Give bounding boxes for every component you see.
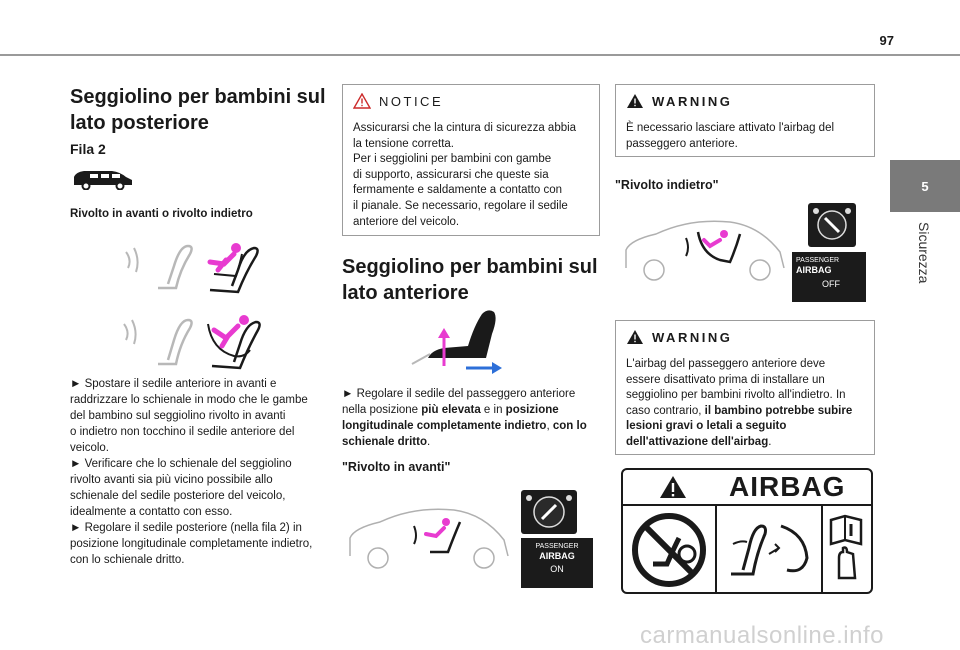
text-line: del bambino sul seggiolino rivolto in avanti — [70, 410, 286, 422]
title-line: Seggiolino per bambini sul — [342, 256, 598, 278]
seat-forward-diagram — [118, 240, 268, 298]
rear-heading: "Rivolto indietro" — [615, 178, 719, 192]
text-segment: e in — [480, 404, 506, 416]
warning-triangle-icon — [659, 475, 687, 499]
text-segment: , — [546, 420, 553, 432]
label-line: PASSENGER — [796, 257, 840, 264]
col2-title — [342, 254, 602, 306]
sticker-airbag-label: AIRBAG — [729, 471, 846, 502]
text-line: rivolto avanti sia più vicino possibile allo — [70, 474, 273, 486]
title-line: lato anteriore — [342, 282, 469, 304]
label-line: PASSENGER — [535, 543, 579, 550]
warning-triangle-icon — [626, 93, 644, 109]
seat-airbag-icon — [721, 514, 813, 586]
text-line: raddrizzare lo schienale in modo che le gambe — [70, 394, 308, 406]
subheading: Rivolto in avanti o rivolto indietro — [70, 208, 253, 220]
car-rear-diagram — [620, 212, 790, 288]
text-line: lesioni gravi o letali a seguito — [626, 420, 787, 433]
text-line: posizione longitudinale completamente indietro, — [70, 538, 313, 550]
label-state: ON — [550, 564, 564, 574]
warning-title: WARNING — [652, 329, 733, 345]
notice-title: NOTICE — [379, 93, 444, 109]
airbag-switch[interactable] — [521, 490, 577, 534]
text-line: passeggero anteriore. — [626, 137, 738, 150]
text-segment: posizione — [505, 404, 559, 416]
seat-rear-diagram — [118, 310, 268, 374]
text-line: Assicurarsi che la cintura di sicurezza abbia — [353, 122, 577, 134]
text-line: ► Verificare che lo schienale del seggiolino — [70, 458, 292, 470]
text-segment: con lo — [552, 420, 587, 432]
col1-title — [70, 84, 330, 136]
text-line: L'airbag del passeggero anteriore deve — [626, 358, 826, 370]
forward-heading: "Rivolto in avanti" — [342, 460, 451, 474]
text-line: anteriore del veicolo. — [353, 215, 460, 228]
text-line: Per i seggiolini per bambini con gambe — [353, 153, 552, 166]
text-segment: caso contrario, — [626, 404, 705, 417]
warning-box-2 — [615, 320, 875, 455]
text-line: veicolo. — [70, 442, 109, 454]
text-line: fermamente e saldamente a contatto con — [353, 184, 563, 197]
warning-triangle-icon — [626, 329, 644, 345]
passenger-airbag-on-label — [521, 538, 593, 588]
title-line: Seggiolino per bambini sul — [70, 86, 326, 108]
text-line: ► Spostare il sedile anteriore in avanti e — [70, 378, 277, 390]
text-segment: schienale dritto — [342, 436, 427, 448]
title-line: lato posteriore — [70, 112, 209, 134]
col1-instructions — [70, 376, 332, 568]
text-line: È necessario lasciare attivato l'airbag del — [626, 122, 835, 134]
text-segment: nella posizione — [342, 404, 422, 416]
text-line: schienale del sedile posteriore del veicolo, — [70, 490, 286, 502]
text-line: idealmente a contatto con esso. — [70, 506, 233, 518]
text-line: ► Regolare il sedile del passeggero anteriore — [342, 388, 576, 400]
text-line: il pianale. Se necessario, regolare il sedile — [353, 199, 568, 212]
airbag-warning-sticker — [621, 468, 873, 594]
section-tab-label — [890, 212, 960, 412]
text-line: o indietro non tocchino il sedile anteriore del — [70, 426, 295, 438]
page-number: 97 — [879, 33, 894, 48]
label-state: OFF — [822, 279, 840, 289]
text-line: seggiolino per bambini rivolto all'indietro. In — [626, 389, 846, 402]
row-label: Fila 2 — [70, 141, 106, 157]
warning-title: WARNING — [652, 93, 733, 109]
text-line: di supporto, assicurarsi che queste sia — [353, 168, 549, 181]
section-tab-number[interactable]: 5 — [890, 160, 960, 212]
col2-instructions — [342, 386, 604, 450]
seat-adjust-diagram — [408, 306, 508, 376]
text-segment: . — [427, 436, 431, 448]
text-segment: longitudinale completamente indietro — [342, 420, 547, 432]
text-line: ► Regolare il sedile posteriore (nella fila 2) in — [70, 522, 302, 534]
no-rear-seat-icon — [627, 510, 711, 590]
text-line: la tensione corretta. — [353, 137, 455, 150]
car-forward-diagram — [344, 500, 514, 576]
airbag-switch[interactable] — [808, 203, 856, 247]
label-line: AIRBAG — [539, 551, 575, 561]
notice-box — [342, 84, 600, 236]
text-segment: più elevata — [421, 404, 481, 416]
text-segment: dell'attivazione dell'airbag — [626, 435, 769, 448]
header-rule — [0, 54, 960, 56]
text-line: essere disattivato prima di installare un — [626, 373, 825, 386]
car-icon — [70, 168, 134, 190]
watermark: carmanualsonline.info — [640, 622, 884, 649]
warning-triangle-icon — [353, 93, 371, 109]
section-tab-label-text: Sicurezza — [916, 222, 932, 284]
text-segment: il bambino potrebbe subire — [704, 404, 853, 417]
label-line: AIRBAG — [796, 265, 832, 275]
text-segment: . — [768, 435, 772, 448]
warning-box-1 — [615, 84, 875, 157]
manual-read-icon — [827, 514, 867, 586]
passenger-airbag-off-label — [792, 252, 866, 302]
text-line: con lo schienale dritto. — [70, 554, 185, 566]
